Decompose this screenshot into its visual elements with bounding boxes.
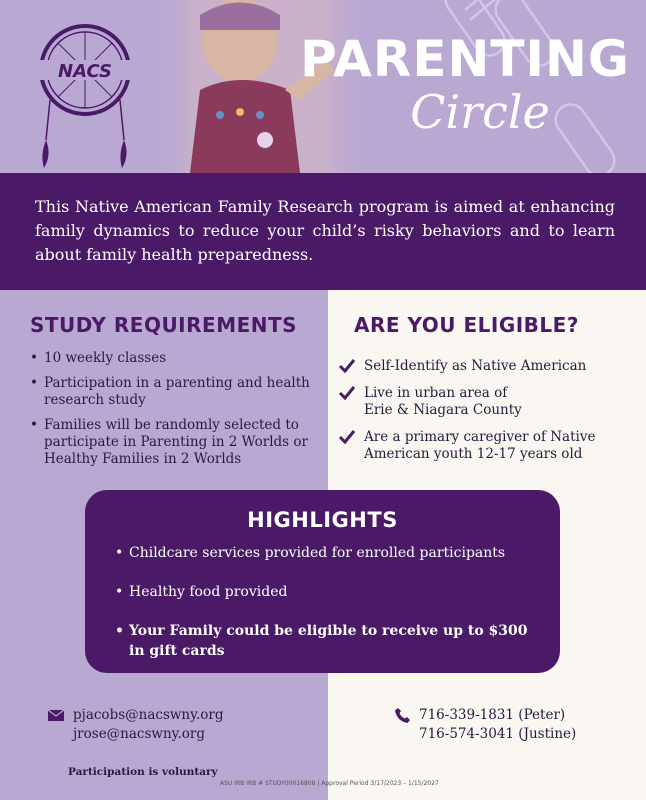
eligibility-heading: ARE YOU ELIGIBLE? [354, 313, 579, 337]
highlights-heading: HIGHLIGHTS [247, 508, 398, 532]
email-contacts [48, 706, 223, 744]
highlights-list [115, 543, 545, 680]
study-requirements-heading: STUDY REQUIREMENTS [30, 313, 298, 337]
eligibility-list [338, 358, 638, 473]
eligibility-text: Erie & Niagara County [364, 402, 522, 418]
intro-text: This Native American Family Research program is aimed at enhancing family dynamics to reduce your child’s risky behaviors and to learn about family health preparedness. [35, 197, 615, 264]
list-item: • Participation in a parenting and health research study [30, 375, 320, 409]
checkmark-icon [338, 429, 356, 445]
page-title: PARENTING [300, 30, 630, 88]
phone-icon [395, 708, 410, 723]
voluntary-note: Participation is voluntary [68, 766, 218, 778]
list-item [338, 429, 638, 463]
page-subtitle: Circle [410, 85, 550, 139]
email-link[interactable]: pjacobs@nacswny.org [73, 707, 224, 723]
list-item [338, 385, 638, 419]
checkmark-icon [338, 358, 356, 374]
list-item [338, 358, 638, 375]
list-item: • Healthy food provided [115, 582, 545, 602]
requirements-list [30, 350, 320, 476]
list-item: • 10 weekly classes [30, 350, 320, 367]
header-banner [0, 0, 646, 173]
eligibility-text: Live in urban area of [364, 385, 508, 401]
email-link[interactable]: jrose@nacswny.org [73, 726, 206, 742]
irb-note: ASU IRB IRB # STUDY00016808 | Approval Period 3/17/2023 – 1/15/2027 [220, 780, 439, 787]
eligibility-text: American youth 12-17 years old [364, 446, 583, 462]
intro-band [0, 173, 646, 290]
phone-contacts [395, 706, 576, 744]
logo-text: NACS [58, 61, 112, 82]
mail-icon [48, 710, 64, 721]
checkmark-icon [338, 385, 356, 401]
nacs-logo [30, 20, 140, 170]
phone-link[interactable]: 716-574-3041 (Justine) [419, 726, 577, 742]
list-item: • Childcare services provided for enrolled participants [115, 543, 545, 563]
list-item: • Families will be randomly selected to participate in Parenting in 2 Worlds or Healthy Families in 2 Worlds [30, 417, 320, 468]
eligibility-text: Are a primary caregiver of Native [364, 429, 596, 445]
highlights-box [85, 490, 560, 673]
list-item: • Your Family could be eligible to receive up to $300 in gift cards [115, 621, 545, 661]
eligibility-text: Self-Identify as Native American [364, 358, 587, 374]
phone-link[interactable]: 716-339-1831 (Peter) [419, 707, 566, 723]
